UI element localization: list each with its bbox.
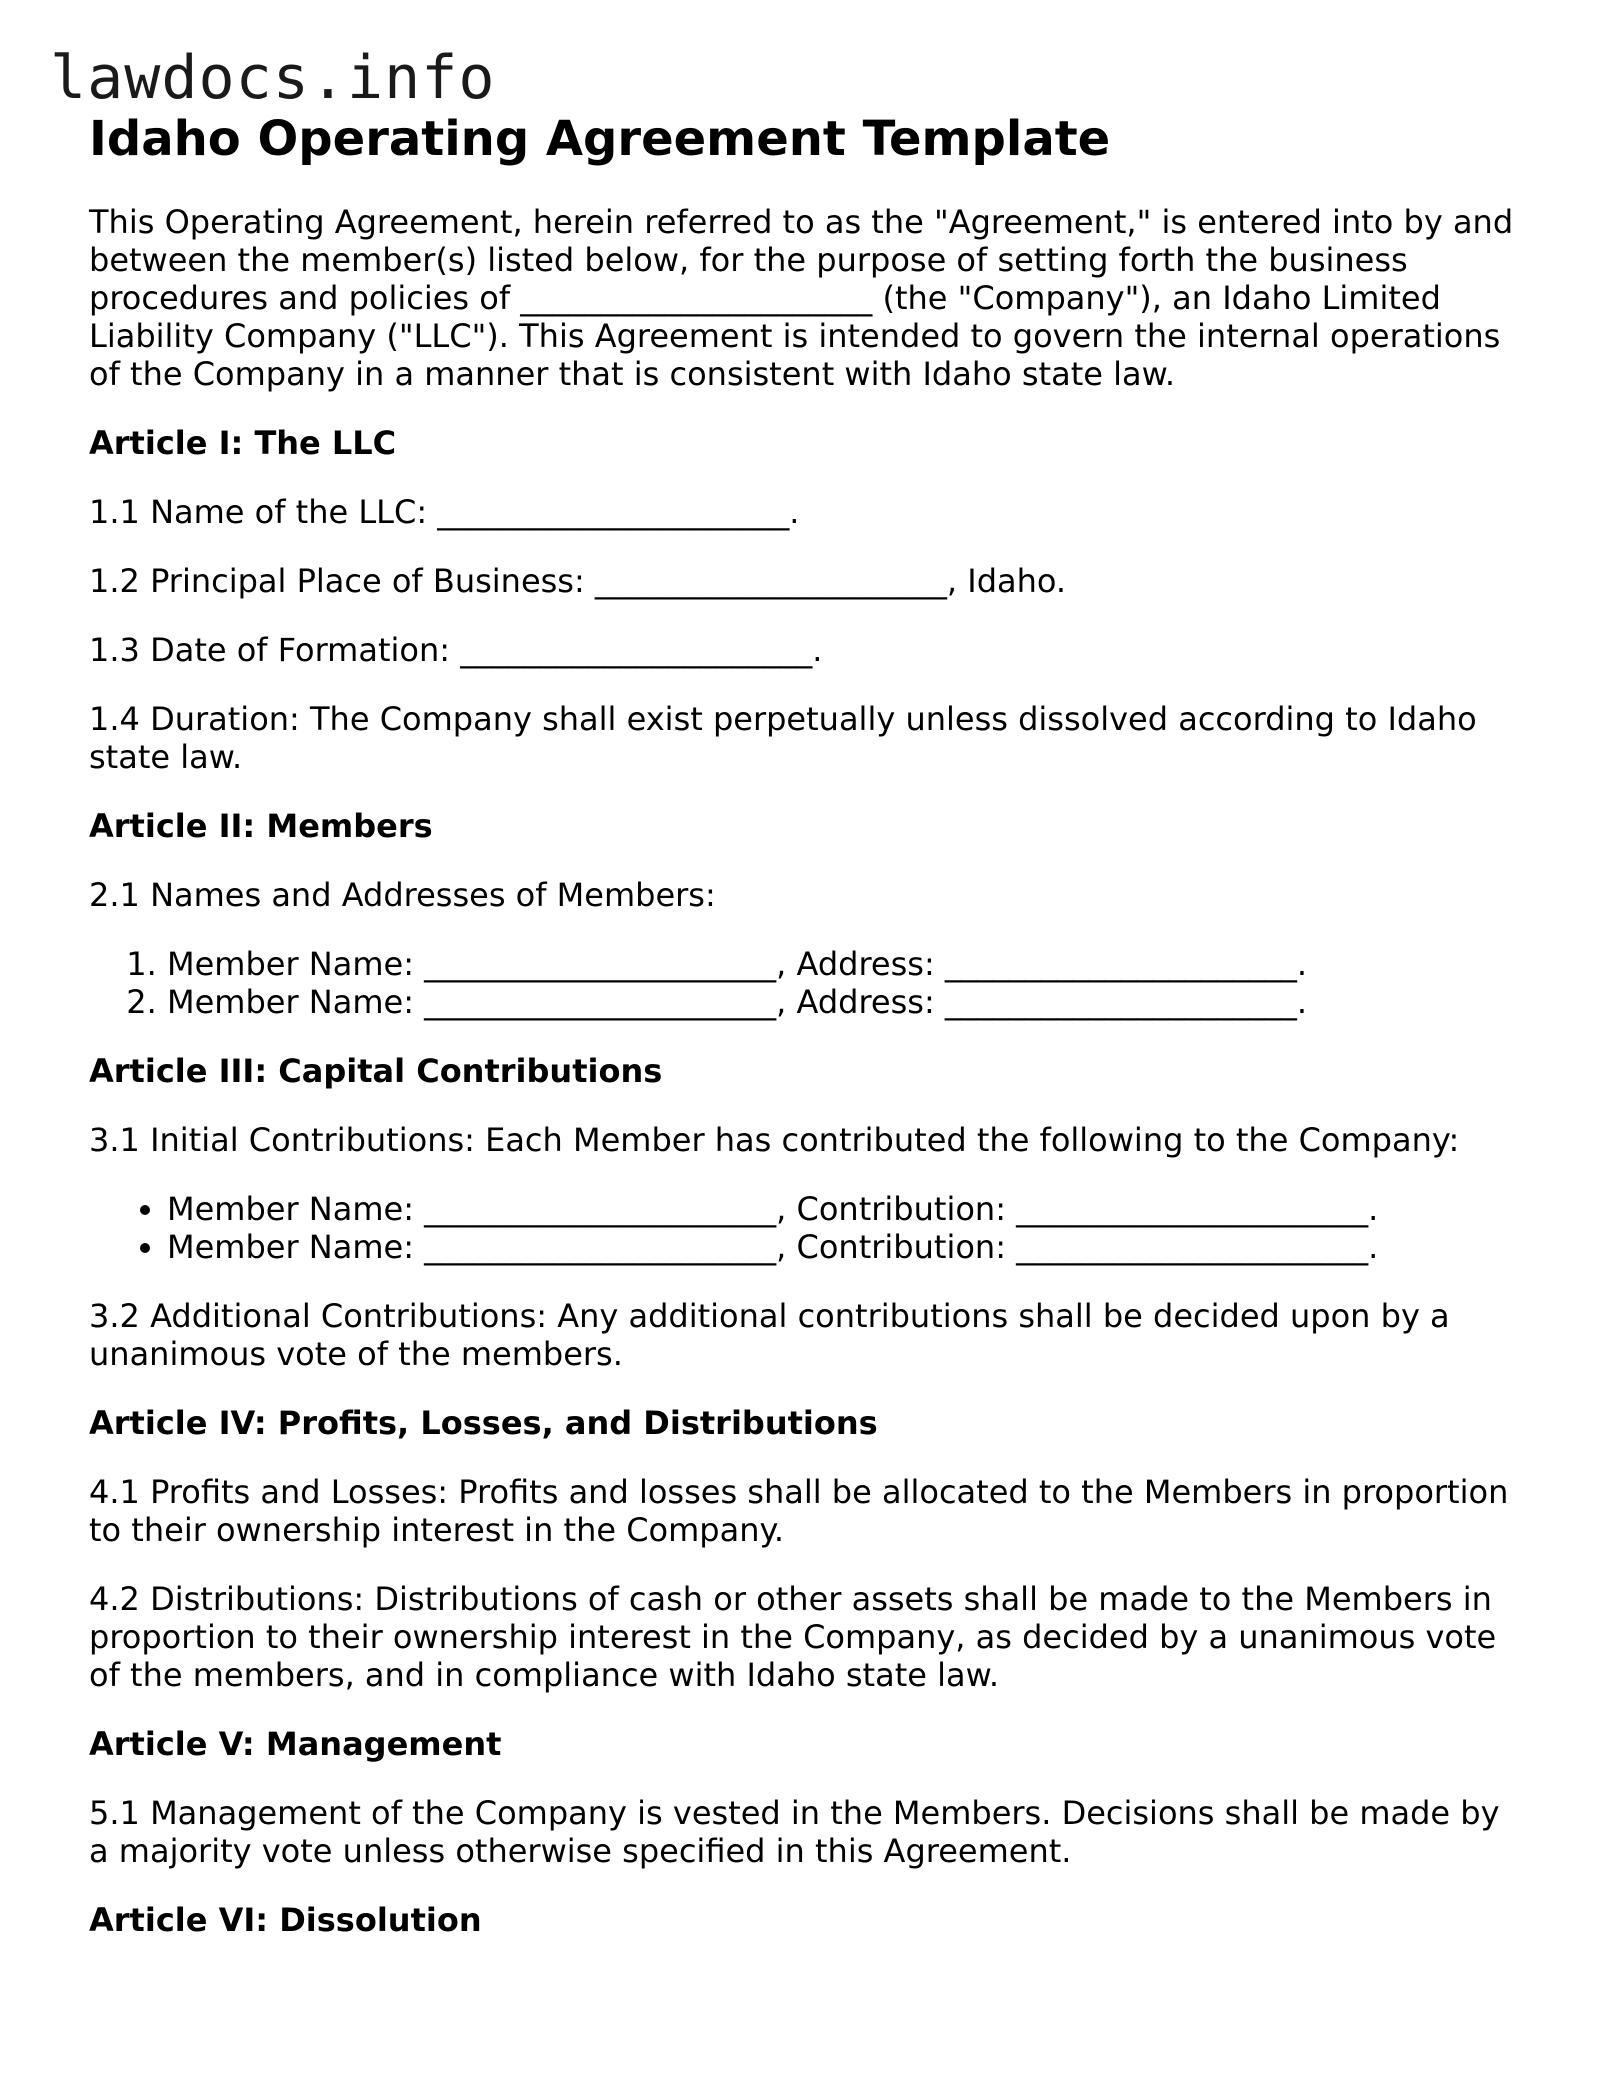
section-2-1: 2.1 Names and Addresses of Members: (89, 876, 716, 914)
section-1-1: 1.1 Name of the LLC: ______________________. (89, 493, 800, 531)
section-4-2: 4.2 Distributions: Distributions of cash or other assets shall be made to the Members in proportion to their ownership interest in the Company, as decided by a unanimous vote of the members, and in compliance with Idaho state law. (89, 1580, 1497, 1694)
section-5-1: 5.1 Management of the Company is vested in the Members. Decisions shall be made by a majority vote unless otherwise specified in this Agreement. (89, 1794, 1500, 1870)
section-1-2: 1.2 Principal Place of Business: ______________________, Idaho. (89, 562, 1067, 600)
article-5-heading: Article V: Management (89, 1725, 502, 1763)
article-3-heading: Article III: Capital Contributions (89, 1052, 663, 1090)
list-item: • Member Name: ______________________, Contribution: ______________________. (167, 1190, 1529, 1228)
contributions-list (89, 1190, 1529, 1266)
document-title: Idaho Operating Agreement Template (89, 111, 1111, 167)
list-item: • Member Name: ______________________, Contribution: ______________________. (167, 1228, 1529, 1266)
watermark-logo: lawdocs.info (50, 43, 496, 113)
document-page (89, 109, 1529, 1939)
intro-paragraph: This Operating Agreement, herein referred to as the "Agreement," is entered into by and between the member(s) listed below, for the purpose of setting forth the business procedures and policies of ______________________ (the "Company"), an Idaho Limited Liability Company ("LLC"). This Agreement is intended to govern the internal operations of the Company in a manner that is consistent with Idaho state law. (89, 203, 1514, 393)
article-1-heading: Article I: The LLC (89, 424, 397, 462)
list-item: 1. Member Name: ______________________, Address: ______________________. (167, 945, 1529, 983)
section-3-2: 3.2 Additional Contributions: Any additional contributions shall be decided upon by a unanimous vote of the members. (89, 1297, 1450, 1373)
article-6-heading: Article VI: Dissolution (89, 1901, 482, 1939)
list-item: 2. Member Name: ______________________, Address: ______________________. (167, 983, 1529, 1021)
article-2-heading: Article II: Members (89, 807, 433, 845)
section-4-1: 4.1 Profits and Losses: Profits and losses shall be allocated to the Members in proportion to their ownership interest in the Company. (89, 1473, 1509, 1549)
section-1-3: 1.3 Date of Formation: ______________________. (89, 631, 823, 669)
members-list (89, 945, 1529, 1021)
article-4-heading: Article IV: Profits, Losses, and Distributions (89, 1404, 878, 1442)
section-3-1: 3.1 Initial Contributions: Each Member has contributed the following to the Company: (89, 1121, 1460, 1159)
section-1-4: 1.4 Duration: The Company shall exist perpetually unless dissolved according to Idaho state law. (89, 700, 1477, 776)
